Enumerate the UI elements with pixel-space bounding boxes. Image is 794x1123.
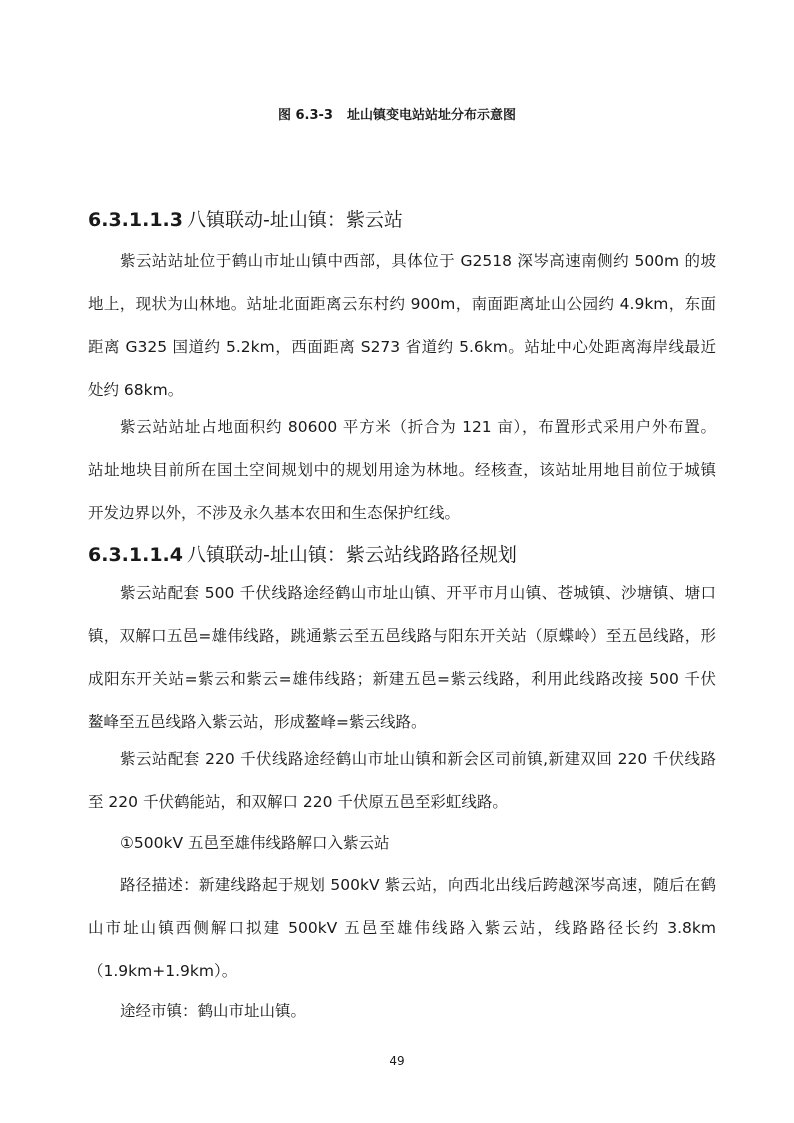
section-title: 八镇联动-址山镇：紫云站线路路径规划: [186, 544, 517, 566]
text-line: 途经市镇：鹤山市址山镇。: [120, 1002, 307, 1020]
text-line: ①500kV 五邑至雄伟线路解口入紫云站: [120, 834, 390, 852]
paragraph-route-item-1: [88, 822, 716, 865]
section-number: 6.3.1.1.3: [88, 209, 183, 231]
text-line: 山市址山镇西侧解口拟建 500kV 五邑至雄伟线路入紫云站，线路路径长约 3.8km: [88, 919, 716, 937]
section-heading-6-3-1-1-4: [88, 540, 517, 567]
section-heading-6-3-1-1-3: [88, 205, 403, 232]
paragraph-site-location: [88, 240, 716, 412]
page-number: 49: [389, 1054, 405, 1068]
text-line: 紫云站站址位于鹤山市址山镇中西部，具体位于 G2518 深岑高速南侧约 500m 的坡: [120, 252, 716, 270]
text-line: （1.9km+1.9km）。: [88, 962, 238, 980]
section-number: 6.3.1.1.4: [88, 544, 183, 566]
figure-title: 址山镇变电站站址分布示意图: [346, 108, 516, 123]
text-line: 镇，双解口五邑=雄伟线路，跳通紫云至五邑线路与阳东开关站（原蝶岭）至五邑线路，形: [88, 627, 716, 645]
text-line: 站址地块目前所在国土空间规划中的规划用途为林地。经核查，该站址用地目前位于城镇: [88, 461, 716, 479]
text-line: 地上，现状为山林地。站址北面距离云东村约 900m，南面距离址山公园约 4.9km，东面: [88, 295, 716, 313]
text-line: 紫云站配套 500 千伏线路途经鹤山市址山镇、开平市月山镇、苍城镇、沙塘镇、塘口: [120, 584, 716, 602]
figure-number: 图 6.3-3: [277, 108, 333, 123]
text-line: 处约 68km。: [88, 381, 184, 399]
figure-caption: [0, 104, 794, 123]
paragraph-220kv-lines: [88, 738, 716, 824]
text-line: 紫云站配套 220 千伏线路途经鹤山市址山镇和新会区司前镇,新建双回 220 千伏线路: [120, 750, 716, 768]
paragraph-route-description: [88, 864, 716, 993]
section-title: 八镇联动-址山镇：紫云站: [186, 209, 403, 231]
text-line: 紫云站站址占地面积约 80600 平方米（折合为 121 亩），布置形式采用户外布置。: [120, 418, 716, 436]
text-line: 路径描述：新建线路起于规划 500kV 紫云站，向西北出线后跨越深岑高速，随后在鹤: [120, 876, 716, 894]
paragraph-500kv-lines: [88, 572, 716, 744]
paragraph-site-area: [88, 406, 716, 535]
text-line: 至 220 千伏鹤能站，和双解口 220 千伏原五邑至彩虹线路。: [88, 793, 508, 811]
text-line: 距离 G325 国道约 5.2km，西面距离 S273 省道约 5.6km。站址中心处距离海岸线最近: [88, 338, 716, 356]
text-line: 成阳东开关站=紫云和紫云=雄伟线路；新建五邑=紫云线路，利用此线路改接 500 千伏: [88, 670, 716, 688]
text-line: 鳌峰至五邑线路入紫云站，形成鳌峰=紫云线路。: [88, 713, 427, 731]
paragraph-towns: [88, 990, 716, 1033]
text-line: 开发边界以外，不涉及永久基本农田和生态保护红线。: [88, 504, 461, 522]
